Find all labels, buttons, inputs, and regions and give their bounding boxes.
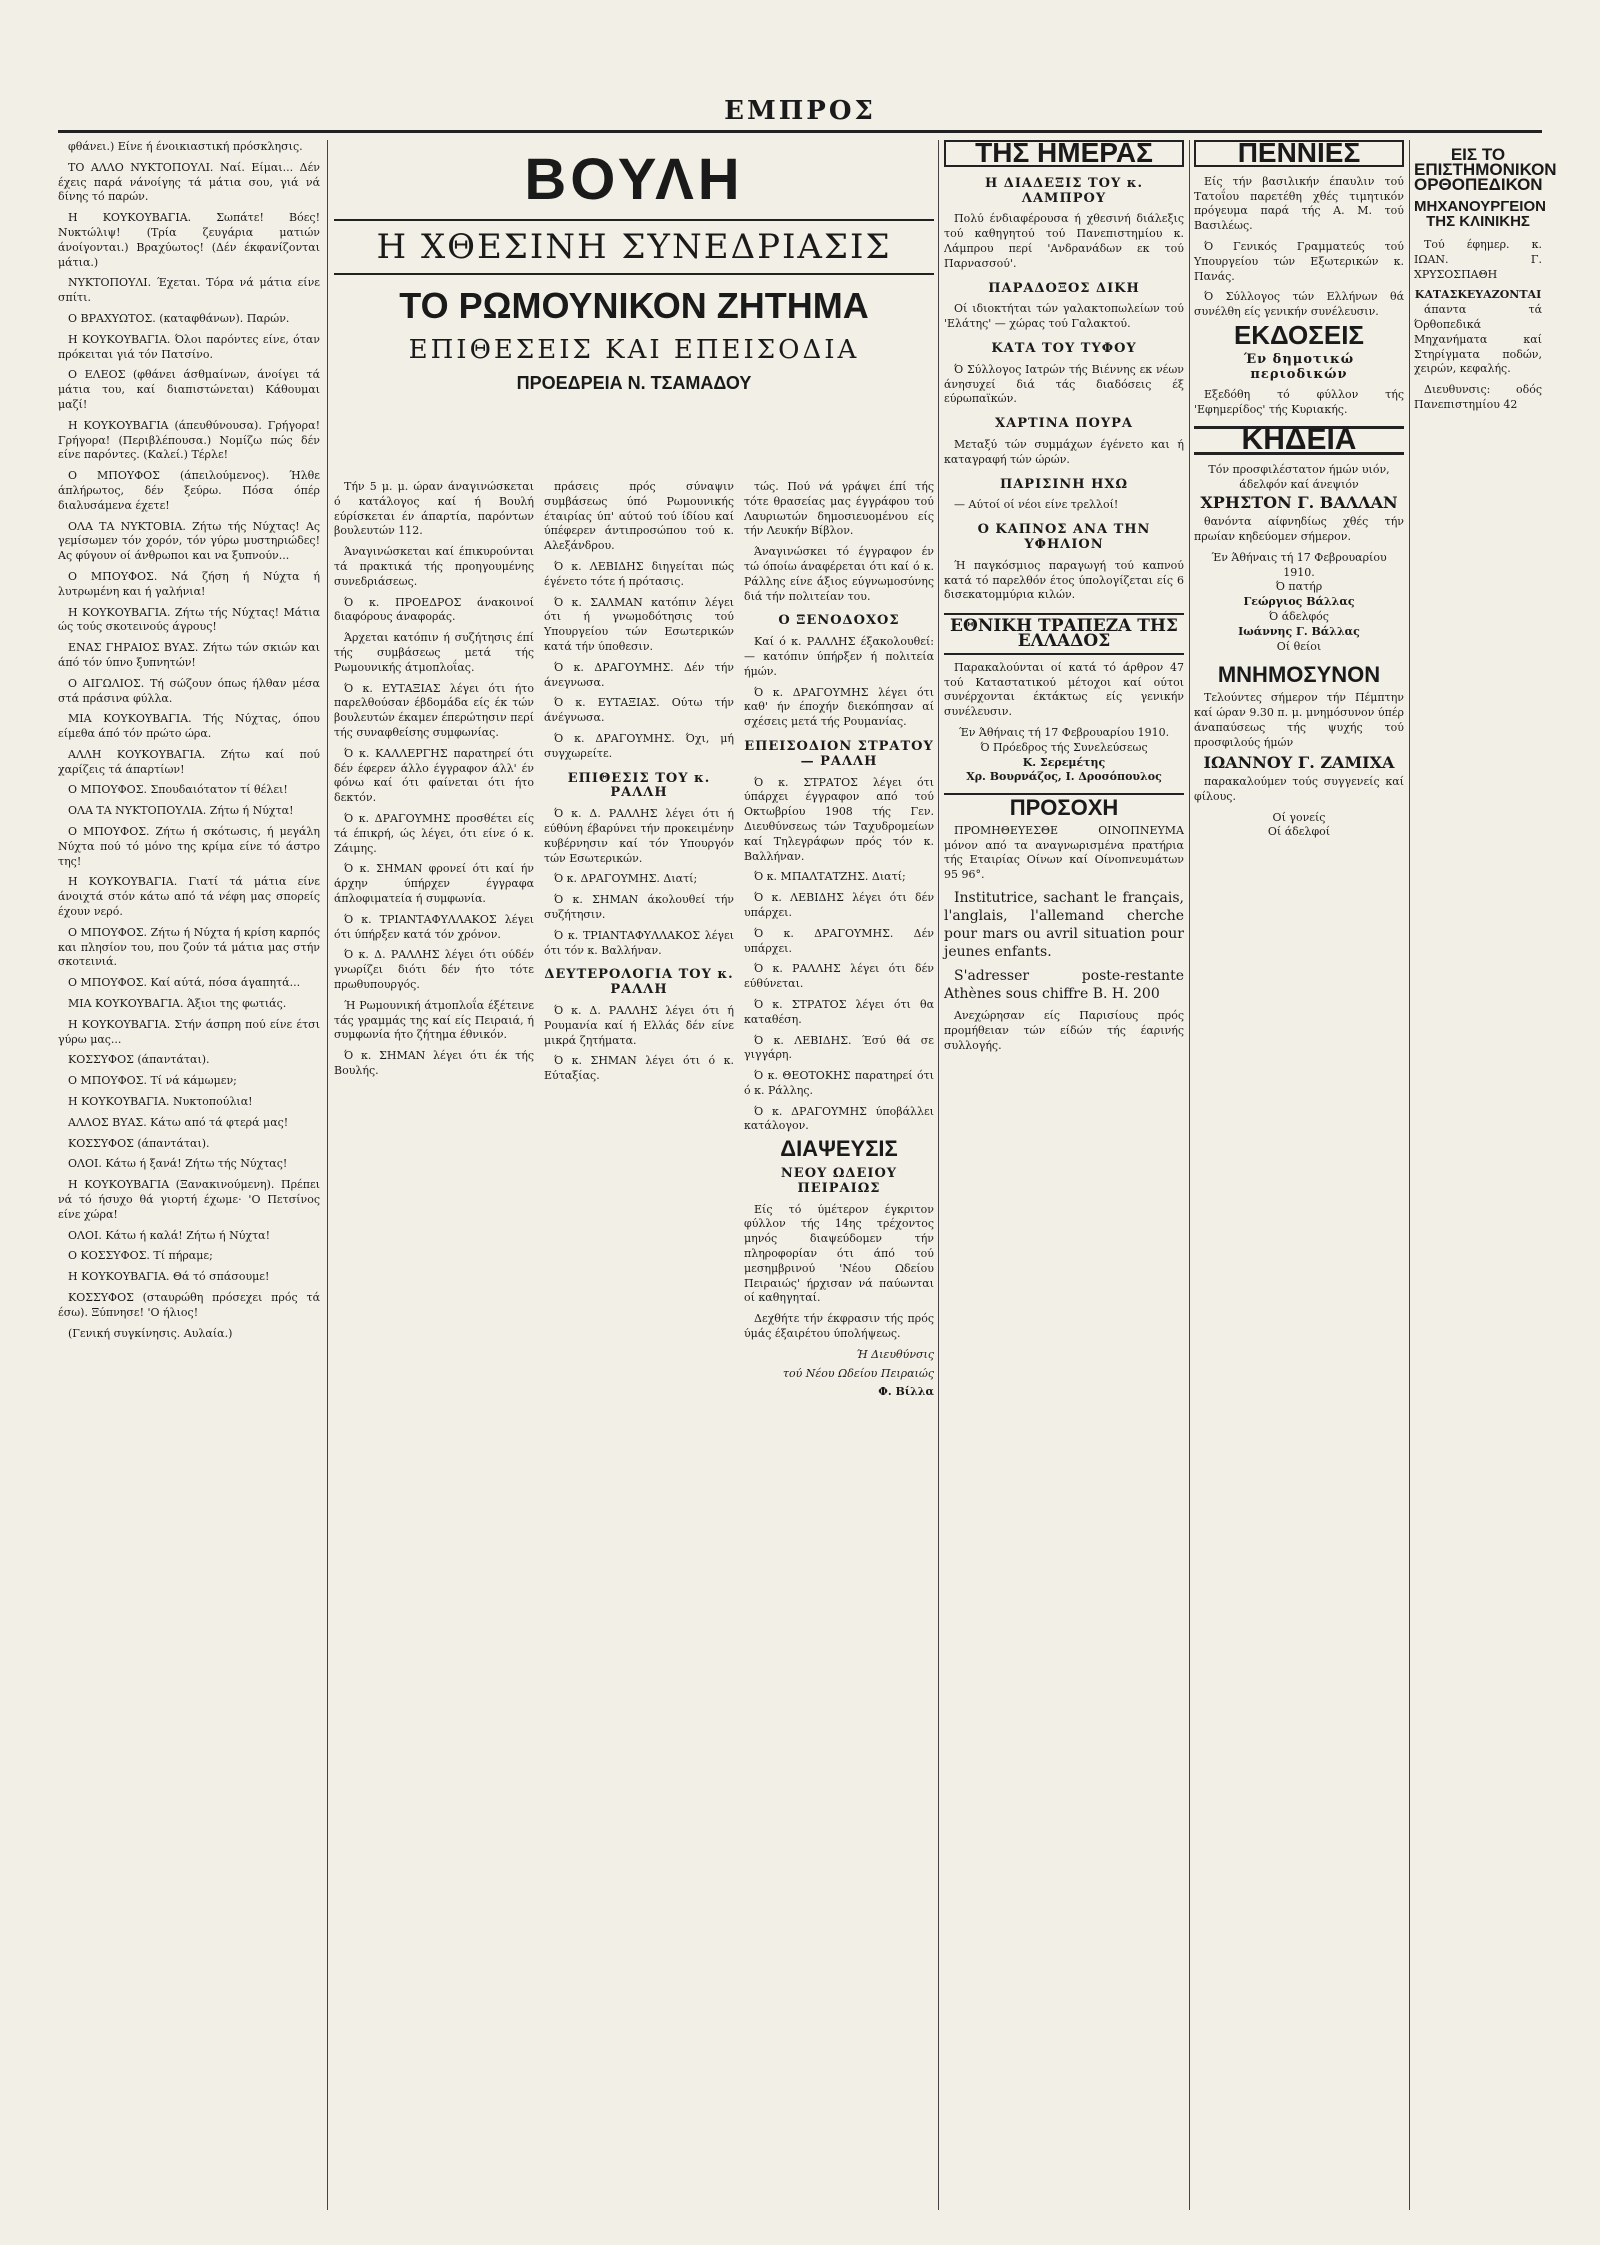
ad-title: ΔΙΑΨΕΥΣΙΣ: [780, 1136, 898, 1162]
text-paragraph: Ό κ. ΜΠΑΛΤΑΤΖΗΣ. Διατί;: [754, 870, 906, 884]
subheading: Η ΔΙΑΔΕΞΙΣ ΤΟΥ κ. ΛΑΜΠΡΟΥ: [984, 175, 1144, 206]
topic-title: ΤΟ ΡΩΜΟΥΝΙΚΟΝ ΖΗΤΗΜΑ: [399, 285, 869, 326]
text-paragraph: Η ΚΟΥΚΟΥΒΑΓΙΑ. Όλοι παρόντες είνε, όταν πρόκειται γιά τόν Πατσίνο.: [58, 332, 320, 361]
subtopic-title: ΕΠΙΘΕΣΕΙΣ ΚΑΙ ΕΠΕΙΣΟΔΙΑ: [408, 335, 860, 365]
text-paragraph: Μεταξύ τών συμμάχων έγένετο και ή καταγραφή τών ώρών.: [944, 437, 1184, 466]
text-paragraph: Ο ΒΡΑΧΥΩΤΟΣ. (καταφθάνων). Παρών.: [68, 311, 290, 325]
text-paragraph: Ό κ. ΛΕΒΙΔΗΣ. Έσύ θά σε γιγγάρη.: [744, 1033, 934, 1062]
newspaper-page: [58, 96, 1557, 2216]
signature-name: Φ. Βίλλα: [878, 1385, 934, 1399]
text-paragraph: Ό κ. ΤΡΙΑΝΤΑΦΥΛΛΑΚΟΣ λέγει ότι ύπήρξεν κατά τόν χρόνον.: [334, 912, 534, 941]
ad-title: ΜΗΧΑΝΟΥΡΓΕΙΟΝ ΤΗΣ ΚΛΙΝΙΚΗΣ: [1414, 198, 1546, 231]
text-paragraph: Η ΚΟΥΚΟΥΒΑΓΙΑ. Νυκτοπούλια!: [68, 1095, 253, 1109]
text-paragraph: Ο ΜΠΟΥΦΟΣ. Ζήτω ή Νύχτα ή κρίση καρπός και πλησίον του, που ζούν τά μάτια μας στήν σκοτεινιά.: [58, 925, 320, 969]
text-paragraph: Ό κ. ΡΑΛΛΗΣ λέγει ότι δέν εύθύνεται.: [744, 962, 934, 991]
text-paragraph: ΜΙΑ ΚΟΥΚΟΥΒΑΓΙΑ. Τής Νύχτας, όπου είμεθα άπό τόν πρώτο ώρα.: [58, 712, 320, 741]
text-paragraph: Ό κ. ΕΥΤΑΞΙΑΣ. Ούτω τήν άνέγνωσα.: [544, 696, 734, 725]
text-paragraph: ΚΟΣΣΥΦΟΣ (άπαντάται).: [68, 1053, 210, 1067]
text-paragraph: άπαντα τά Όρθοπεδικά Μηχανήματα καί Στηρίγματα ποδών, χειρών, κεφαλής.: [1414, 303, 1542, 376]
column-1: [58, 140, 320, 2210]
text-paragraph: θανόντα αίφνηδίως χθές τήν πρωίαν κηδεύομεν σήμερον.: [1194, 515, 1404, 543]
column-5: [944, 137, 1184, 2210]
text-paragraph: Ό κ. ΔΡΑΓΟΥΜΗΣ. Δέν τήν άνεγνωσα.: [544, 660, 734, 689]
text-paragraph: φθάνει.) Είνε ή ένοικιαστική πρόσκλησις.: [68, 140, 303, 153]
subheading: ΕΠΙΘΕΣΙΣ ΤΟΥ κ. ΡΑΛΛΗ: [567, 770, 711, 801]
text-paragraph: Ό κ. ΔΡΑΓΟΥΜΗΣ. Δέν υπάρχει.: [744, 926, 934, 955]
section-title: ΕΚΔΟΣΕΙΣ: [1233, 319, 1365, 350]
presidency-title: ΠΡΟΕΔΡΕΙΑ Ν. ΤΣΑΜΑΔΟΥ: [516, 373, 752, 393]
subheading: ΧΑΡΤΙΝΑ ΠΟΥΡΑ: [995, 416, 1133, 432]
section-title: ΚΗΔΕΙΑ: [1194, 426, 1404, 455]
ad-subtitle: ΚΑΤΑΣΚΕΥΑΖΟΝΤΑΙ: [1414, 288, 1542, 302]
section-title: ΜΝΗΜΟΣΥΝΟΝ: [1217, 662, 1381, 688]
text-paragraph: ΑΛΛΟΣ ΒΥΑΣ. Κάτω από τά φτερά μας!: [68, 1115, 289, 1129]
notice-role: Ό άδελφός: [1269, 609, 1329, 623]
text-paragraph: Δεχθήτε τήν έκφρασιν τής πρός ύμάς έξαιρέτου ύπολήψεως.: [744, 1312, 934, 1341]
signature-role: Ή Διευθύνσις: [856, 1347, 934, 1361]
text-paragraph: Ό κ. Δ. ΡΑΛΛΗΣ λέγει ότι ούδέν γνωρίζει διότι δέν ήτο τότε πρωθυπουργός.: [334, 948, 534, 991]
text-paragraph: Ο ΜΠΟΥΦΟΣ. Σπουδαιότατον τί θέλει!: [68, 783, 288, 797]
text-paragraph: Ό κ. ΣΗΜΑΝ λέγει ότι ό κ. Εύταξίας.: [544, 1054, 734, 1083]
main-headline: [334, 140, 934, 470]
column-rule: [938, 140, 939, 2210]
text-paragraph: Πολύ ένδιαφέρουσα ή χθεσινή διάλεξις τού καθηγητού τού Πανεπιστημίου κ. Λάμπρου περί 'Ανδρανάδων εκ τού Παρνασσού'.: [944, 212, 1184, 270]
column-2: [334, 480, 534, 2210]
text-paragraph: ΟΛΟΙ. Κάτω ή ξανά! Ζήτω τής Νύχτας!: [68, 1157, 288, 1171]
text-paragraph: Διευθυνσις: οδός Πανεπιστημίου 42: [1414, 383, 1542, 411]
text-paragraph: Ο ΜΠΟΥΦΟΣ. Ζήτω ή σκότωσις, ή μεγάλη Νύχτα πού τό μόνο της κρίμα είνε τό άστρο της!: [58, 825, 320, 868]
text-paragraph: Ό κ. ΤΡΙΑΝΤΑΦΥΛΛΑΚΟΣ λέγει ότι τόν κ. Βαλλήναν.: [544, 928, 734, 957]
text-paragraph: Άναγινώσκει τό έγγραφον έν τώ όποίω άναφέρεται ότι καί ό κ. Ράλλης είνε άξιος εύγνωμοσύνης διά τήν πολιτείαν του.: [744, 545, 934, 603]
subheading: Ο ΚΑΠΝΟΣ ΑΝΑ ΤΗΝ ΥΦΗΛΙΟΝ: [977, 522, 1151, 552]
text-paragraph: Εξεδόθη τό φύλλον τής 'Εφημερίδος' τής Κυριακής.: [1194, 388, 1404, 417]
subheading: ΔΕΥΤΕΡΟΛΟΓΙΑ ΤΟΥ κ. ΡΑΛΛΗ: [544, 967, 734, 998]
text-paragraph: Ο ΕΛΕΟΣ (φθάνει άσθμαίνων, άνοίγει τά μάτια του, καί διαπιστώνεται) Κάθουμαι μαζί!: [58, 368, 320, 411]
text-paragraph: Ό κ. ΘΕΟΤΟΚΗΣ παρατηρεί ότι ό κ. Ράλλης.: [744, 1069, 934, 1097]
subheading: ΠΑΡΙΣΙΝΗ ΗΧΩ: [999, 476, 1129, 492]
column-3: [544, 480, 734, 2210]
text-paragraph: Ό κ. ΔΡΑΓΟΥΜΗΣ. Όχι, μή συγχωρείτε.: [544, 731, 734, 760]
text-paragraph: Ό κ. ΣΗΜΑΝ λέγει ότι έκ τής Βουλής.: [334, 1049, 534, 1077]
text-paragraph: ΚΟΣΣΥΦΟΣ (σταυρώθη πρόσεχει πρός τά έσω). Ξύπνησε! 'Ο ήλιος!: [58, 1291, 320, 1319]
text-paragraph: Ό κ. ΔΡΑΓΟΥΜΗΣ ύποβάλλει κατάλογον.: [744, 1104, 934, 1133]
text-paragraph: παρακαλούμεν τούς συγγενείς καί φίλους.: [1194, 775, 1404, 803]
text-paragraph: Institutrice, sachant le français, l'anglais, l'allemand cherche pour mars ou avril situation pour jeunes enfants.: [944, 890, 1184, 961]
text-paragraph: Ο ΜΠΟΥΦΟΣ. Νά ζήση ή Νύχτα ή λυτρωμένη και ή γαλήνια!: [58, 569, 320, 598]
text-paragraph: Ο ΜΠΟΥΦΟΣ. Τί νά κάμωμεν;: [68, 1074, 237, 1088]
text-paragraph: Ό κ. ΔΡΑΓΟΥΜΗΣ. Διατί;: [554, 872, 698, 886]
text-paragraph: Ό κ. ΔΡΑΓΟΥΜΗΣ λέγει ότι καθ' ήν έποχήν διεκόπησαν αί σχέσεις μετά τής Ρουμανίας.: [744, 685, 934, 729]
ad-name: Κ. Σερεμέτης: [1022, 755, 1106, 769]
subheading: Έν δημοτικώ περιοδικών: [1243, 351, 1355, 382]
ad-title: ΕΙΣ ΤΟ ΕΠΙΣΤΗΜΟΝΙΚΟΝ ΟΡΘΟΠΕΔΙΚΟΝ: [1414, 145, 1557, 194]
text-paragraph: Άρχεται κατόπιν ή συζήτησις έπί τής συμβάσεως μετά τής Ρωμουνικής άτμοπλοΐας.: [334, 631, 534, 674]
text-paragraph: Ό Σύλλογος τών Ελλήνων θά συνέλθη είς γενικήν συνέλευσιν.: [1194, 290, 1404, 319]
text-paragraph: Η ΚΟΥΚΟΥΒΑΓΙΑ. Γιατί τά μάτια είνε άνοιχτά στόν κάτω από τά νέφη μας σπορείς έχουν νερό.: [58, 875, 320, 919]
text-paragraph: Ό κ. ΣΑΛΜΑΝ κατόπιν λέγει ότι ή γνωμοδότησις τού Υπουργείου τών Εσωτερικών κατά τήν ύποθεσιν.: [544, 595, 734, 653]
text-paragraph: Παρακαλούνται οί κατά τό άρθρον 47 τού Καταστατικού μέτοχοι καί ούτοι συνέρχονται έκτάκτως είς γενικήν συνέλευσιν.: [944, 660, 1184, 719]
text-paragraph: Ο ΜΠΟΥΦΟΣ. Καί αύτά, πόσα άγαπητά...: [68, 976, 301, 990]
text-paragraph: — Αύτοί οί νέοι είνε τρελλοί!: [954, 498, 1119, 512]
text-paragraph: ΟΛΑ ΤΑ ΝΥΚΤΟΠΟΥΛΙΑ. Ζήτω ή Νύχτα!: [68, 804, 294, 818]
text-paragraph: Ό κ. ΣΗΜΑΝ φρονεί ότι καί ήν άρχην ύπήρχεν έγγραφα άπλοφιματεία ή συμφωνία.: [334, 862, 534, 905]
text-paragraph: ΜΙΑ ΚΟΥΚΟΥΒΑΓΙΑ. Άξιοι της φωτιάς.: [68, 997, 287, 1011]
text-paragraph: Ό κ. ΣΤΡΑΤΟΣ λέγει ότι ύπάρχει έγγραφον από τού Οκτωβρίου 1908 τής Γεν. Διευθύνσεως τών Ταχυδρομείων καί Τηλεγράφων πρός τόν κ. Βαλλήναν.: [744, 775, 934, 863]
text-paragraph: ΝΥΚΤΟΠΟΥΛΙ. Έχεται. Τόρα νά μάτια είνε σπίτι.: [58, 276, 320, 305]
column-rule: [1189, 140, 1190, 2210]
column-7: [1414, 140, 1557, 2210]
text-paragraph: Τελούντες σήμερον τήν Πέμπτην καί ώραν 9.30 π. μ. μνημόσυνον ύπέρ άναπαύσεως τής ψυχής τού προσφιλούς ήμών: [1194, 691, 1404, 749]
text-paragraph: Ή Ρωμουνική άτμοπλοΐα έξέτεινε τάς γραμμάς της καί είς Πειραιά, ή συμφωνία ήτο ζήτημα έθνικόν.: [334, 998, 534, 1042]
text-paragraph: Τού έφημερ. κ. ΙΩΑΝ. Γ. ΧΡΥΣΟΣΠΑΘΗ: [1414, 237, 1542, 281]
text-paragraph: Η ΚΟΥΚΟΥΒΑΓΙΑ (άπευθύνουσα). Γρήγορα! Γρήγορα! (Περιβλέπουσα.) Νομίζω πώς δέν είνε παρόντες. (Καλεί.) Τέρλε!: [58, 418, 320, 462]
subheading: Ο ΞΕΝΟΔΟΧΟΣ: [778, 613, 900, 629]
text-paragraph: Η ΚΟΥΚΟΥΒΑΓΙΑ. Στήν άσπρη πού είνε έτσι γύρω μας...: [58, 1017, 320, 1046]
text-paragraph: ΠΡΟΜΗΘΕΥΕΣΘΕ ΟΙΝΟΠΝΕΥΜΑ μόνον από τα αναγνωρισμένα πρατήρια τής Εταιρίας Οίνων καί Οίνοπνευμάτων 95 96°.: [944, 823, 1184, 882]
notice-signature: Ιωάννης Γ. Βάλλας: [1238, 624, 1360, 638]
text-paragraph: ΟΛΟΙ. Κάτω ή καλά! Ζήτω ή Νύχτα!: [68, 1228, 271, 1242]
text-paragraph: Τήν 5 μ. μ. ώραν άναγινώσκεται ό κατάλογος καί ή Βουλή εύρίσκεται έν άπαρτία, παρόντων βουλευτών 112.: [334, 480, 534, 538]
notice-name: ΧΡΗΣΤΟΝ Γ. ΒΑΛΛΑΝ: [1200, 493, 1398, 513]
column-6: [1194, 137, 1404, 2210]
text-paragraph: ΕΝΑΣ ΓΗΡΑΙΟΣ ΒΥΑΣ. Ζήτω τών σκιών και άπό τόν ύπνο ξυπνητών!: [58, 641, 320, 669]
text-paragraph: ΑΛΛΗ ΚΟΥΚΟΥΒΑΓΙΑ. Ζήτω καί πού χαρίζεις τά άπαρτίων!: [58, 747, 320, 776]
ad-role: Ό Πρόεδρος τής Συνελεύσεως: [980, 740, 1148, 754]
notice-role: Οί θείοι: [1276, 639, 1322, 653]
text-paragraph: Άναγινώσκεται καί έπικυρούνται τά πρακτικά τής προηγουμένης συνεδριάσεως.: [334, 545, 534, 588]
text-paragraph: Η ΚΟΥΚΟΥΒΑΓΙΑ. Θά τό σπάσουμε!: [68, 1270, 270, 1284]
ad-title: ΕΘΝΙΚΗ ΤΡΑΠΕΖΑ ΤΗΣ ΕΛΛΑΔΟΣ: [944, 613, 1184, 655]
text-paragraph: Ό κ. ΣΤΡΑΤΟΣ λέγει ότι θα καταθέση.: [744, 997, 934, 1026]
column-rule: [1409, 140, 1410, 2210]
ad-subtitle: ΝΕΟΥ ΩΔΕΙΟΥ ΠΕΙΡΑΙΩΣ: [780, 1166, 898, 1196]
notice-name: ΙΩΑΝΝΟΥ Γ. ΖΑΜΙΧΑ: [1203, 753, 1395, 773]
text-paragraph: ΚΟΣΣΥΦΟΣ (άπαντάται).: [68, 1136, 210, 1150]
text-paragraph: πράσεις πρός σύναψιν συμβάσεως ύπό Ρωμουνικής έταιρίας ύπ' αύτού τού ίδίου καί ύπέφερεν άντιπροσώπου τού κ. Αλεξάνδρου.: [544, 480, 734, 553]
signature-org: τού Νέου Ωδείου Πειραιώς: [782, 1366, 934, 1380]
text-paragraph: Ό κ. ΚΑΛΛΕΡΓΗΣ παρατηρεί ότι δέν έφερεν άλλο έγγραφον άλλ' έν φόνω καί ότι φαίνεται ότι ήτο δεκτόν.: [334, 746, 534, 805]
text-paragraph: Είς τό ύμέτερον έγκριτον φύλλον τής 14ης τρέχοντος μηνός διαψεύδομεν τήν πληροφορίαν ότι άπό τού μεσημβρινού 'Νέου Ωδείου Πειραιώς' ήρχισαν νά παύωνται οί καθηγηταί.: [744, 1202, 934, 1305]
ad-title: ΠΡΟΣΟΧΗ: [944, 793, 1184, 816]
notice-date: Έν Άθήναις τή 17 Φεβρουαρίου 1910.: [1211, 550, 1387, 579]
text-paragraph: Η ΚΟΥΚΟΥΒΑΓΙΑ. Ζήτω τής Νύχτας! Μάτια ώς τούς σκοτεινούς άγρους!: [58, 605, 320, 634]
text-paragraph: Ή παγκόσμιος παραγωγή τού καπνού κατά τό παρελθόν έτος ύπολογίζεται είς 6 δισεκατομμύρια κιλών.: [944, 558, 1184, 602]
column-title: ΤΗΣ ΗΜΕΡΑΣ: [944, 140, 1184, 167]
text-paragraph: (Γενική συγκίνησις. Αυλαία.): [68, 1326, 233, 1340]
section-title: ΒΟΥΛΗ: [524, 147, 744, 212]
text-paragraph: Ό κ. Δ. ΡΑΛΛΗΣ λέγει ότι ή Ρουμανία καί ή Ελλάς δέν είνε μικρά ζητήματα.: [544, 1003, 734, 1047]
notice-signature: Γεώργιος Βάλλας: [1243, 595, 1355, 609]
subheading: ΕΠΕΙΣΟΔΙΟΝ ΣΤΡΑΤΟΥ — ΡΑΛΛΗ: [744, 738, 934, 769]
text-paragraph: τώς. Πού νά γράψει έπί τής τότε θρασείας μας έγγράφου τού Λαυριωτών δημοσιευομένου είς τήν Λευκήν Βίβλον.: [744, 480, 934, 538]
masthead: [58, 96, 1542, 133]
text-paragraph: Ό κ. ΔΡΑΓΟΥΜΗΣ προσθέτει είς τά έπικρή, ώς λέγει, ότι είνε ό κ. Ζάιμης.: [334, 811, 534, 855]
text-paragraph: Ό Γενικός Γραμματεύς τού Υπουργείου τών Εξωτερικών κ. Πανάς.: [1194, 239, 1404, 283]
notice-signature: Οί γονείς: [1272, 810, 1326, 824]
text-paragraph: ΤΟ ΑΛΛΟ ΝΥΚΤΟΠΟΥΛΙ. Ναί. Είμαι... Δέν έχεις παρά νάνοίγης τά μάτια σου, γιά νά δίνης τό παρών.: [58, 160, 320, 204]
text-paragraph: Η ΚΟΥΚΟΥΒΑΓΙΑ (Ξανακινούμενη). Πρέπει νά τό ήσυχο θά γιορτή έχωμε· 'Ο Πετσίνος είνε χώρα!: [58, 1178, 320, 1221]
notice-role: Ό πατήρ: [1275, 580, 1323, 594]
text-paragraph: Ό κ. ΠΡΟΕΔΡΟΣ άνακοινοί διαφόρους άναφοράς.: [334, 595, 534, 624]
text-paragraph: Καί ό κ. ΡΑΛΛΗΣ έξακολουθεί: — κατόπιν ύπήρξεν ή πολιτεία ήμών.: [744, 635, 934, 678]
text-paragraph: Ό κ. Δ. ΡΑΛΛΗΣ λέγει ότι ή εύθύνη έβαρύνει τήν προκειμένην κυβέρνησιν καί τόν Υπουργόν τών Εσωτερικών.: [544, 807, 734, 865]
text-paragraph: Ό Σύλλογος Ιατρών τής Βιέννης εκ νέων άνησυχεί διά τάς διαδόσεις έξ εύρωπαϊκών.: [944, 362, 1184, 406]
text-paragraph: Ό κ. ΣΗΜΑΝ άκολουθεί τήν συζήτησιν.: [544, 893, 734, 921]
column-rule: [327, 140, 328, 2210]
text-paragraph: Οί ιδιοκτήται τών γαλακτοπωλείων τού 'Ελάτης' — χώρας τού Γαλακτού.: [944, 302, 1184, 331]
notice-signature: Οί άδελφοί: [1267, 825, 1331, 839]
text-paragraph: S'adresser poste-restante Athènes sous chiffre B. H. 200: [944, 968, 1184, 1003]
text-paragraph: Ο ΑΙΓΩΛΙΟΣ. Τή σώζουν όπως ήλθαν μέσα στά πράσινα φύλλα.: [58, 676, 320, 705]
notice-text: Τόν προσφιλέστατον ήμών υιόν, άδελφόν καί άνεψιόν: [1208, 462, 1390, 491]
session-title: Η ΧΘΕΣΙΝΗ ΣΥΝΕΔΡΙΑΣΙΣ: [334, 219, 934, 275]
subheading: ΠΑΡΑΔΟΞΟΣ ΔΙΚΗ: [988, 280, 1140, 296]
text-paragraph: Ο ΜΠΟΥΦΟΣ (άπειλούμενος). Ήλθε άπλήρωτος, δέν ξεύρω. Πόσα όπέρ διαλυσάμενα έχετε!: [58, 469, 320, 512]
column-title: ΠΕΝΝΙΕΣ: [1194, 140, 1404, 167]
column-4: [744, 480, 934, 2210]
newspaper-title: ΕΜΠΡΟΣ: [724, 96, 876, 126]
text-paragraph: Η ΚΟΥΚΟΥΒΑΓΙΑ. Σωπάτε! Βόες! Νυκτώλιψ! (Τρία ζευγάρια ματιών άνοίγονται.) Βραχύωτος! (Δέν έκφανίζονται μάτια.): [58, 211, 320, 269]
text-paragraph: Ό κ. ΕΥΤΑΞΙΑΣ λέγει ότι ήτο παρελθούσαν έβδομάδα είς έκ τών βουλευτών έκαμεν έπερώτησιν περί τής συναφθείσης συμφωνίας.: [334, 681, 534, 739]
text-paragraph: ΟΛΑ ΤΑ ΝΥΚΤΟΒΙΑ. Ζήτω τής Νύχτας! Ας γεμίσωμεν τόν χορόν, τόν γύρω μυστηριώδες! Ας φύγουν οί άνθρωποι και να ξυπνούν...: [58, 519, 320, 563]
ad-signature: Χρ. Βουρνάζος, Ι. Δροσόπουλος: [966, 770, 1162, 784]
text-paragraph: Ανεχώρησαν είς Παρισίους πρός προμήθειαν τών είδών τής έαρινής συλλογής.: [944, 1009, 1184, 1052]
text-paragraph: Ό κ. ΛΕΒΙΔΗΣ λέγει ότι δέν υπάρχει.: [744, 891, 934, 919]
text-paragraph: Είς τήν βασιλικήν έπαυλιν τού Τατοΐου παρετέθη χθές τιμητικόν πρόγευμα παρά τής Α. Μ. τού Βασιλέως.: [1194, 174, 1404, 233]
text-paragraph: Ό κ. ΛΕΒΙΔΗΣ διηγείται πώς έγένετο τότε ή πρότασις.: [544, 559, 734, 588]
subheading: ΚΑΤΑ ΤΟΥ ΤΥΦΟΥ: [991, 340, 1137, 356]
ad-date: Έν Άθήναις τή 17 Φεβρουαρίου 1910.: [958, 725, 1170, 739]
text-paragraph: Ο ΚΟΣΣΥΦΟΣ. Τί πήραμε;: [68, 1249, 213, 1263]
